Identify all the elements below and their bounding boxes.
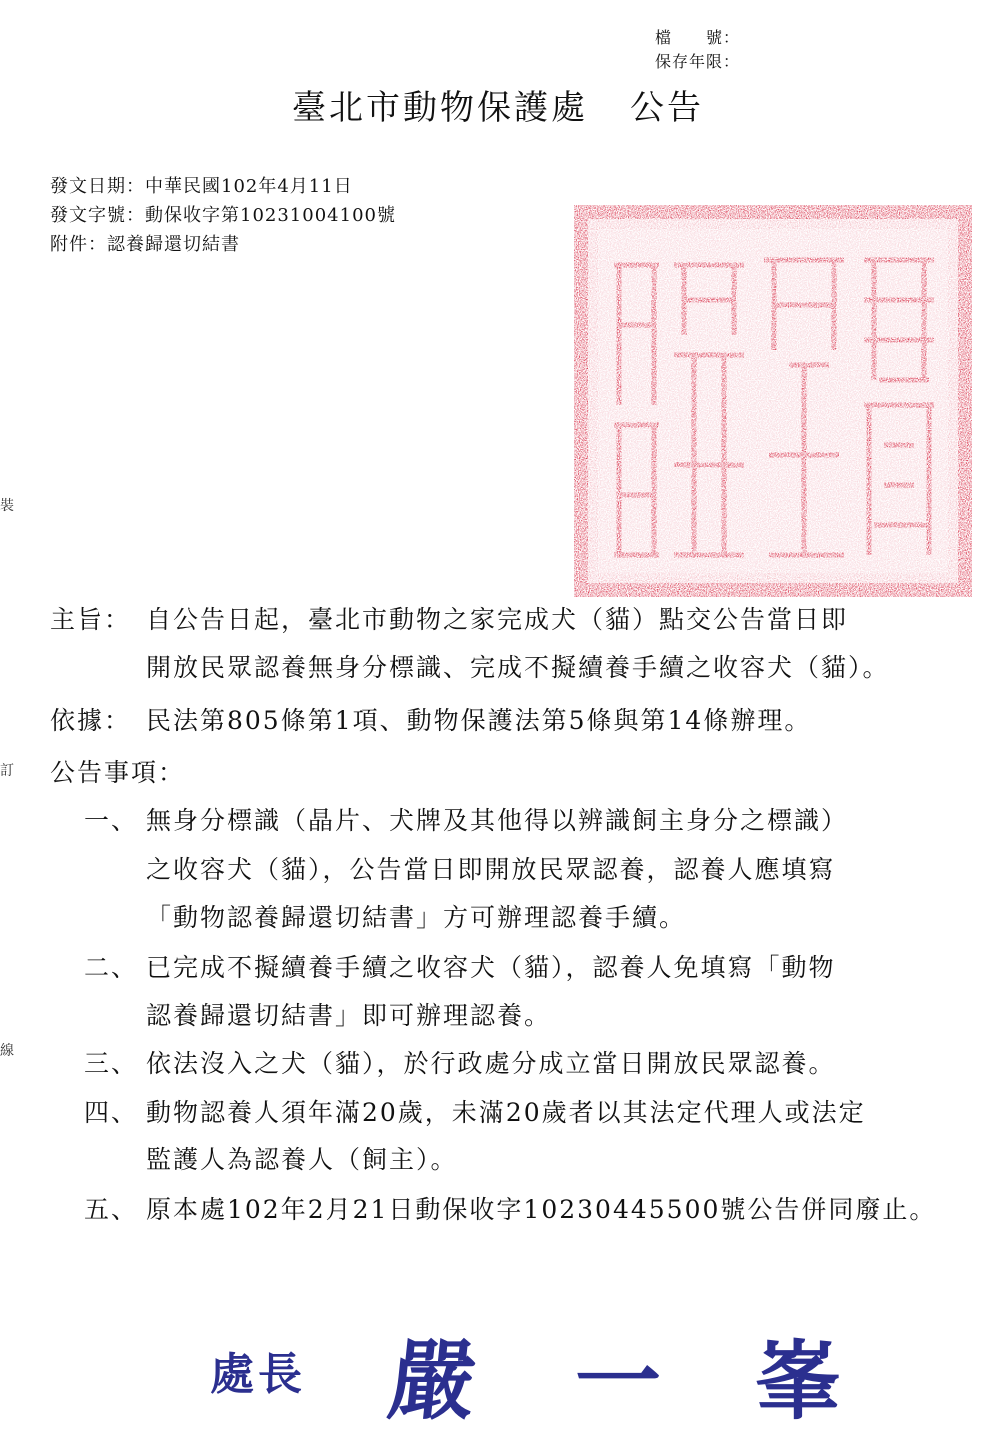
item-1-number: 一、 (84, 806, 139, 835)
agency-name: 臺北市動物保護處 (292, 88, 588, 128)
binding-mark-2: 訂 (0, 763, 14, 779)
attachment: 附件：認養歸還切結書 (50, 234, 240, 255)
item-5-number: 五、 (84, 1195, 139, 1224)
item-3-number: 三、 (84, 1049, 139, 1078)
basis-text: 民法第805條第1項、動物保護法第5條與第14條辦理。 (146, 706, 812, 735)
document-title (292, 80, 704, 129)
signature-title: 處長 (210, 1349, 306, 1400)
item-1-line-1: 無身分標識（晶片、犬牌及其他得以辨識飼主身分之標識） (146, 806, 849, 835)
official-seal (574, 205, 972, 597)
item-4-line-2: 監護人為認養人（飼主）。 (146, 1145, 458, 1174)
items-label: 公告事項： (50, 758, 186, 787)
item-2-number: 二、 (84, 953, 139, 982)
file-meta (655, 26, 740, 74)
item-2-line-1: 已完成不擬續養手續之收容犬（貓），認養人免填寫「動物 (146, 953, 836, 982)
document-info (50, 172, 396, 259)
issue-number: 發文字號：動保收字第10231004100號 (50, 205, 396, 226)
item-1-line-2: 之收容犬（貓），公告當日即開放民眾認養，認養人應填寫 (146, 855, 836, 884)
item-4-number: 四、 (84, 1098, 139, 1127)
subject-label: 主旨： (50, 605, 132, 634)
item-1-line-3: 「動物認養歸還切結書」方可辦理認養手續。 (146, 903, 687, 932)
subject-line-1: 自公告日起，臺北市動物之家完成犬（貓）點交公告當日即 (146, 605, 849, 634)
signature-name-1: 嚴 (383, 1331, 481, 1432)
binding-mark-1: 裝 (0, 498, 14, 514)
retention-label: 保存年限： (655, 52, 741, 71)
item-3-line-1: 依法沒入之犬（貓），於行政處分成立當日開放民眾認養。 (146, 1049, 836, 1078)
binding-mark-3: 線 (0, 1043, 14, 1059)
item-4-line-1: 動物認養人須年滿20歲，未滿20歲者以其法定代理人或法定 (146, 1098, 866, 1127)
item-2-line-2: 認養歸還切結書」即可辦理認養。 (146, 1001, 552, 1030)
subject-line-2: 開放民眾認養無身分標識、完成不擬續養手續之收容犬（貓）。 (146, 653, 890, 682)
signature-name-3: 峯 (755, 1331, 841, 1432)
issue-date: 發文日期：中華民國102年4月11日 (50, 176, 353, 197)
file-number-label: 檔 號： (655, 28, 741, 47)
signature-name-2: 一 (575, 1331, 661, 1432)
item-5-line-1: 原本處102年2月21日動保收字10230445500號公告併同廢止。 (146, 1195, 937, 1224)
document-type: 公告 (630, 88, 704, 128)
basis-label: 依據： (50, 706, 132, 735)
